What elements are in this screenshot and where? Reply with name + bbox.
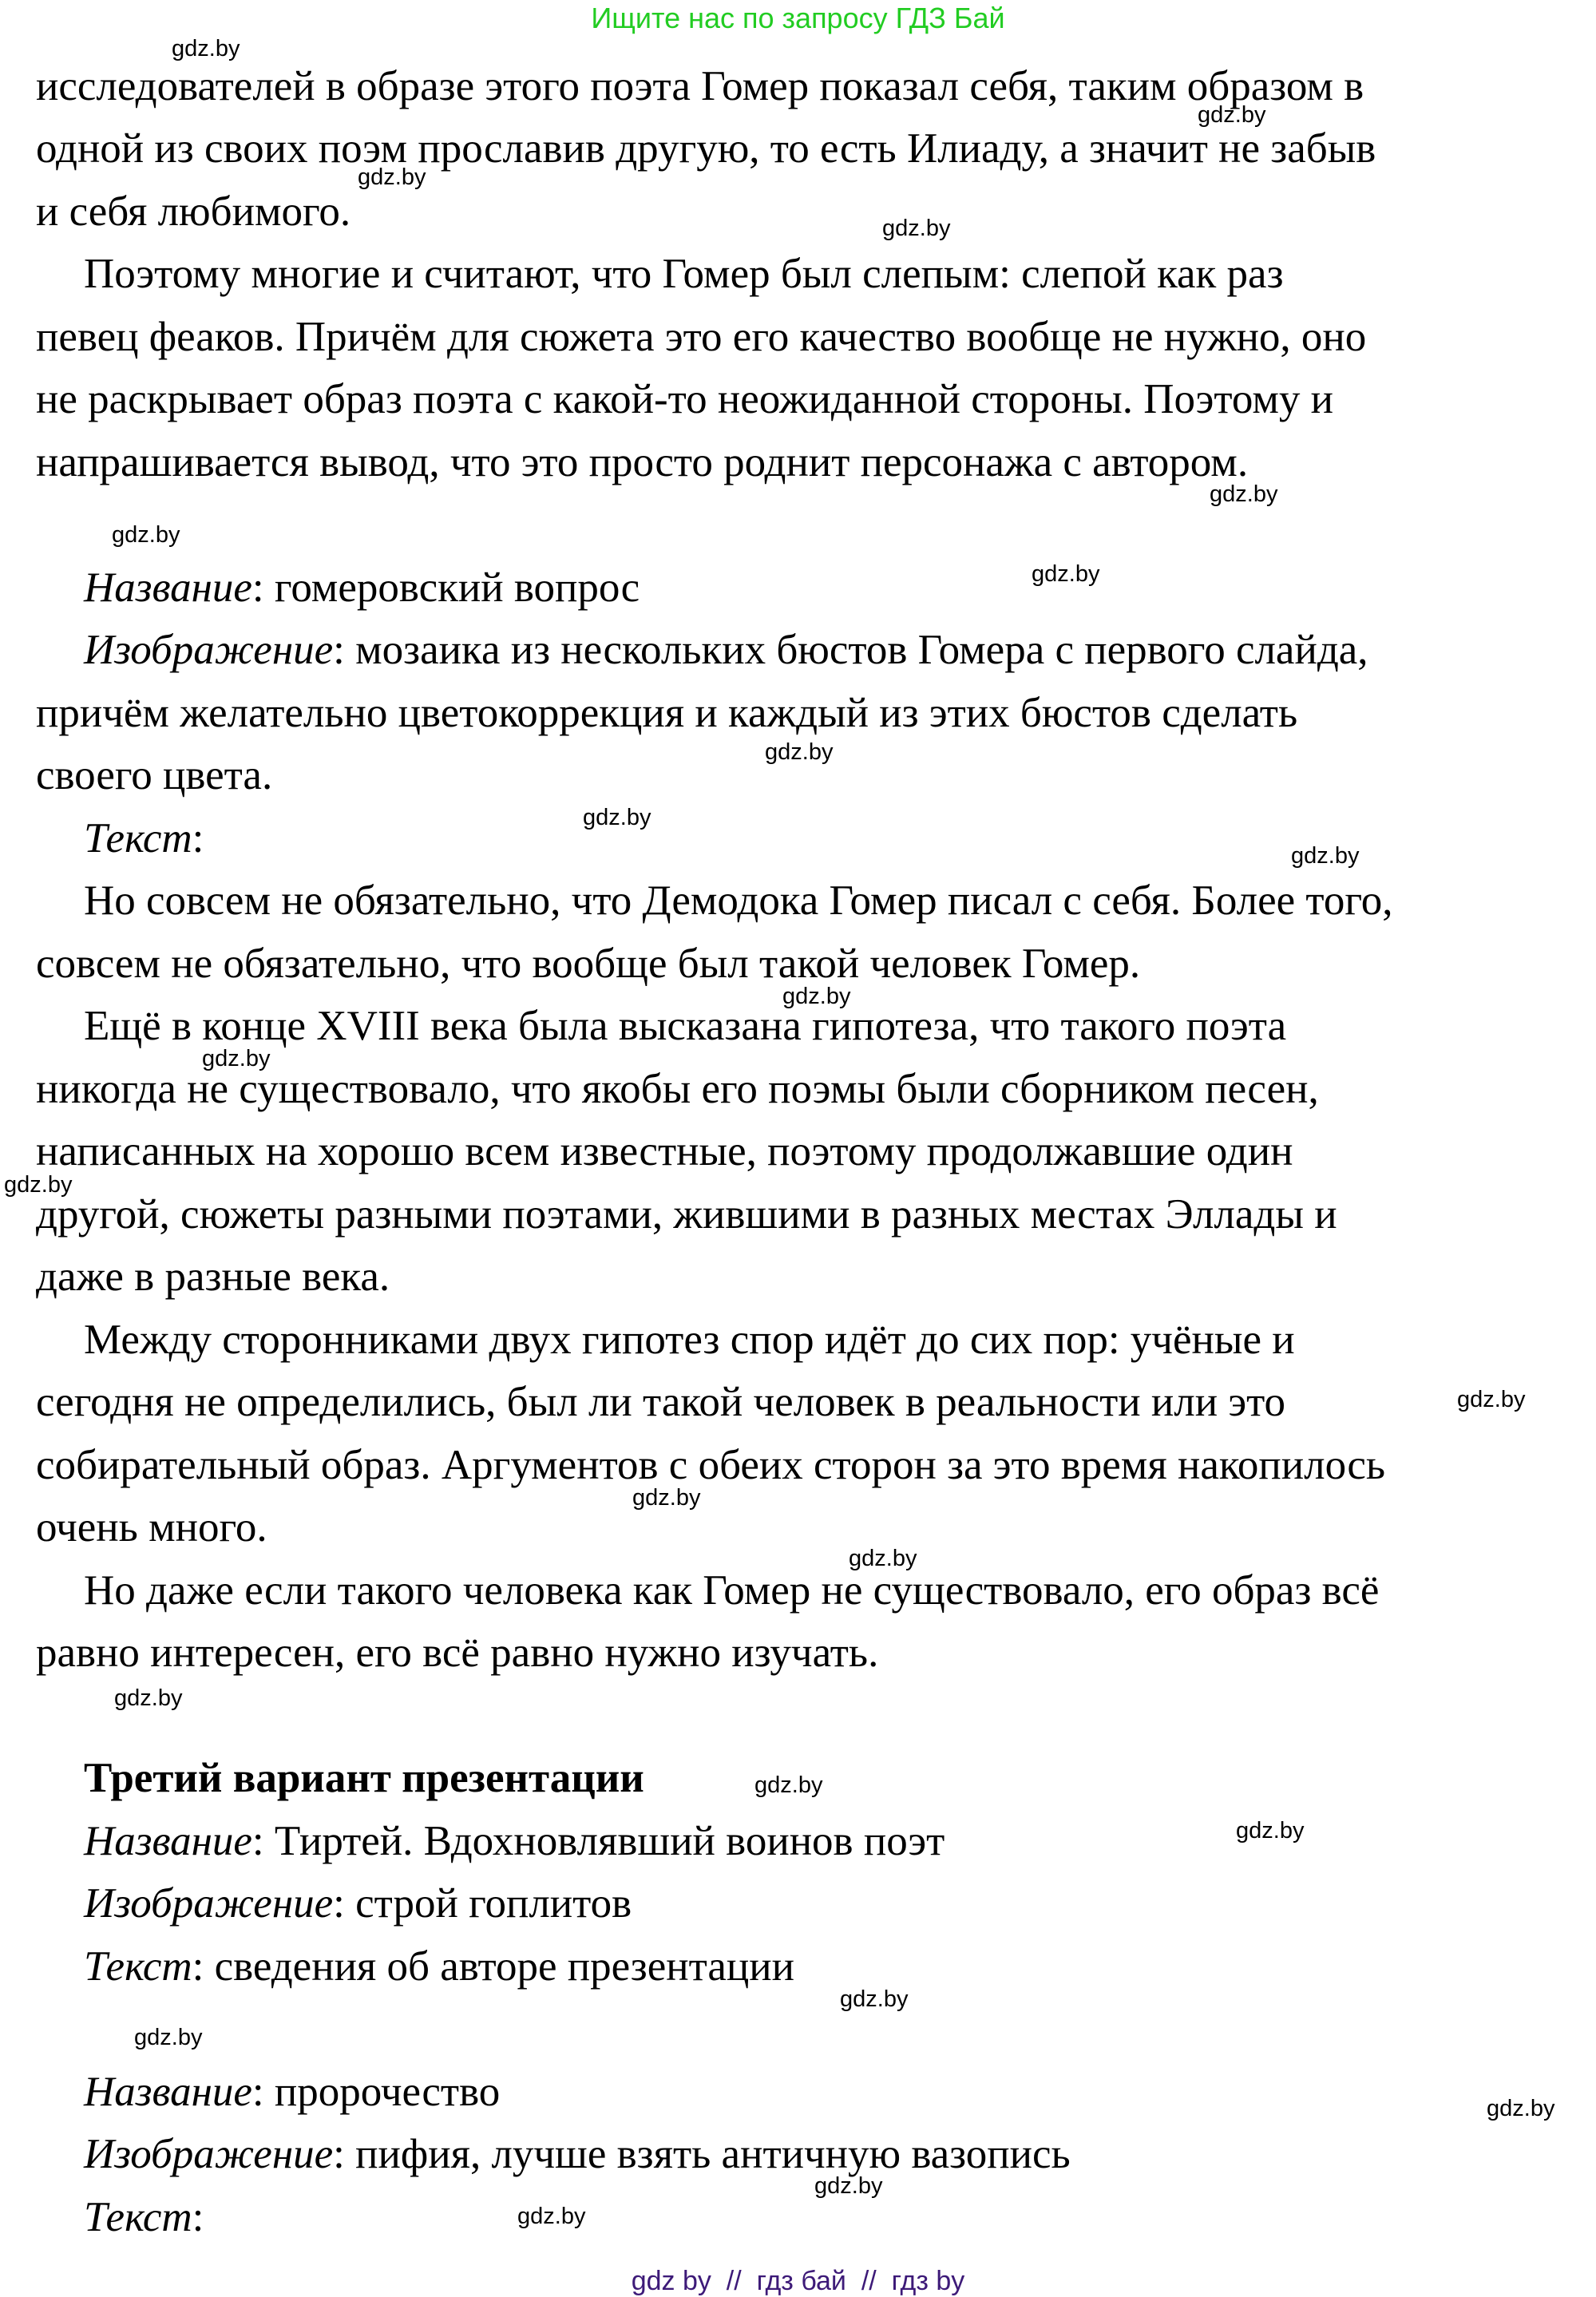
text-line: [84, 626, 1368, 674]
search-banner: Ищите нас по запросу ГДЗ Бай: [591, 2, 1005, 34]
text-line: [84, 1316, 1295, 1364]
text-line: [84, 2068, 500, 2116]
text-line: [84, 1002, 1286, 1050]
field-label: Название: [84, 1818, 252, 1864]
line-text: :: [192, 2194, 204, 2240]
line-text: Но совсем не обязательно, что Демодока Гомер писал с себя. Более того,: [84, 877, 1393, 924]
line-text: своего цвета.: [36, 752, 273, 798]
text-line: [36, 313, 1366, 361]
heading-text: Третий вариант презентации: [84, 1755, 644, 1801]
line-text: : пророчество: [251, 2069, 501, 2115]
watermark: gdz.by: [358, 164, 426, 190]
line-text: певец феаков. Причём для сюжета это его качество вообще не нужно, оно: [36, 314, 1367, 360]
line-text: никогда не существовало, что якобы его поэмы были сборником песен,: [36, 1066, 1319, 1112]
watermark: gdz.by: [202, 1046, 271, 1071]
line-text: : сведения об авторе презентации: [192, 1943, 795, 1990]
watermark: gdz.by: [172, 36, 240, 61]
line-text: сегодня не определились, был ли такой человек в реальности или это: [36, 1379, 1286, 1425]
line-text: очень много.: [36, 1504, 267, 1550]
field-label: Текст: [84, 1943, 192, 1990]
text-line: [84, 814, 204, 862]
section-heading: [84, 1754, 644, 1802]
text-line: [84, 564, 640, 612]
line-text: Между сторонниками двух гипотез спор идёт до сих пор: учёные и: [84, 1317, 1295, 1363]
watermark: gdz.by: [1236, 1818, 1305, 1844]
text-line: [36, 1629, 878, 1677]
text-line: [84, 2130, 1071, 2178]
field-label: Изображение: [84, 627, 334, 673]
line-text: причём желательно цветокоррекция и каждый из этих бюстов сделать: [36, 690, 1298, 736]
text-line: [84, 1943, 794, 1990]
field-label: Название: [84, 2069, 252, 2115]
text-line: [36, 1441, 1385, 1489]
watermark: gdz.by: [1198, 102, 1266, 128]
text-line: [84, 1879, 632, 1927]
watermark: gdz.by: [583, 805, 651, 830]
line-text: другой, сюжеты разными поэтами, жившими в разных местах Эллады и: [36, 1191, 1337, 1238]
text-line: [36, 1378, 1285, 1426]
field-label: Текст: [84, 2194, 192, 2240]
field-label: Текст: [84, 815, 192, 861]
watermark: gdz.by: [754, 1772, 823, 1798]
line-text: и себя любимого.: [36, 188, 351, 235]
text-line: [84, 1566, 1379, 1614]
watermark: gdz.by: [112, 522, 180, 548]
field-label: Изображение: [84, 2131, 334, 2177]
field-label: Название: [84, 564, 252, 611]
text-line: [36, 62, 1364, 110]
text-line: [36, 751, 272, 799]
line-text: : пифия, лучше взять античную вазопись: [333, 2131, 1071, 2177]
watermark: gdz.by: [632, 1485, 701, 1511]
line-text: :: [192, 815, 204, 861]
line-text: Но даже если такого человека как Гомер не существовало, его образ всё: [84, 1567, 1380, 1614]
line-text: совсем не обязательно, что вообще был такой человек Гомер.: [36, 941, 1141, 987]
line-text: напрашивается вывод, что это просто роднит персонажа с автором.: [36, 439, 1249, 485]
watermark: gdz.by: [1210, 481, 1278, 507]
watermark: gdz.by: [849, 1546, 917, 1571]
watermark: gdz.by: [840, 1986, 909, 2012]
text-line: [36, 1503, 267, 1551]
text-line: [84, 1817, 945, 1865]
text-line: [36, 375, 1333, 423]
line-text: исследователей в образе этого поэта Гомер показал себя, таким образом в: [36, 63, 1364, 109]
watermark: gdz.by: [1487, 2096, 1555, 2121]
text-line: [36, 689, 1297, 737]
text-line: [36, 1065, 1319, 1113]
text-line: [36, 1190, 1337, 1238]
line-text: : мозаика из нескольких бюстов Гомера с первого слайда,: [333, 627, 1368, 673]
text-line: [36, 1127, 1293, 1175]
line-text: одной из своих поэм прославив другую, то есть Илиаду, а значит не забыв: [36, 125, 1376, 172]
line-text: не раскрывает образ поэта с какой-то неожиданной стороны. Поэтому и: [36, 376, 1333, 422]
watermark: gdz.by: [765, 739, 834, 765]
watermark: gdz.by: [4, 1172, 73, 1198]
footer-watermark: gdz by // гдз бай // гдз by: [631, 2266, 965, 2296]
line-text: : гомеровский вопрос: [251, 564, 640, 611]
field-label: Изображение: [84, 1880, 334, 1927]
watermark: gdz.by: [814, 2173, 883, 2199]
line-text: даже в разные века.: [36, 1253, 390, 1300]
watermark: gdz.by: [134, 2025, 203, 2050]
watermark: gdz.by: [882, 216, 951, 241]
watermark: gdz.by: [1032, 561, 1100, 587]
text-line: [84, 2193, 204, 2241]
text-line: [36, 438, 1248, 486]
watermark: gdz.by: [782, 984, 851, 1009]
text-line: [36, 125, 1376, 172]
watermark: gdz.by: [1291, 843, 1360, 869]
line-text: написанных на хорошо всем известные, поэтому продолжавшие один: [36, 1128, 1293, 1174]
text-line: [36, 1253, 390, 1301]
watermark: gdz.by: [517, 2204, 586, 2229]
line-text: собирательный образ. Аргументов с обеих сторон за это время накопилось: [36, 1442, 1386, 1488]
text-line: [84, 877, 1393, 925]
line-text: Ещё в конце XVIII века была высказана гипотеза, что такого поэта: [84, 1003, 1287, 1049]
line-text: : строй гоплитов: [333, 1880, 632, 1927]
line-text: Поэтому многие и считают, что Гомер был слепым: слепой как раз: [84, 251, 1284, 297]
watermark: gdz.by: [1457, 1387, 1526, 1412]
text-line: [36, 940, 1140, 988]
watermark: gdz.by: [114, 1685, 183, 1711]
line-text: : Тиртей. Вдохновлявший воинов поэт: [251, 1818, 945, 1864]
line-text: равно интересен, его всё равно нужно изучать.: [36, 1630, 879, 1676]
text-line: [84, 250, 1284, 298]
text-line: [36, 188, 350, 236]
